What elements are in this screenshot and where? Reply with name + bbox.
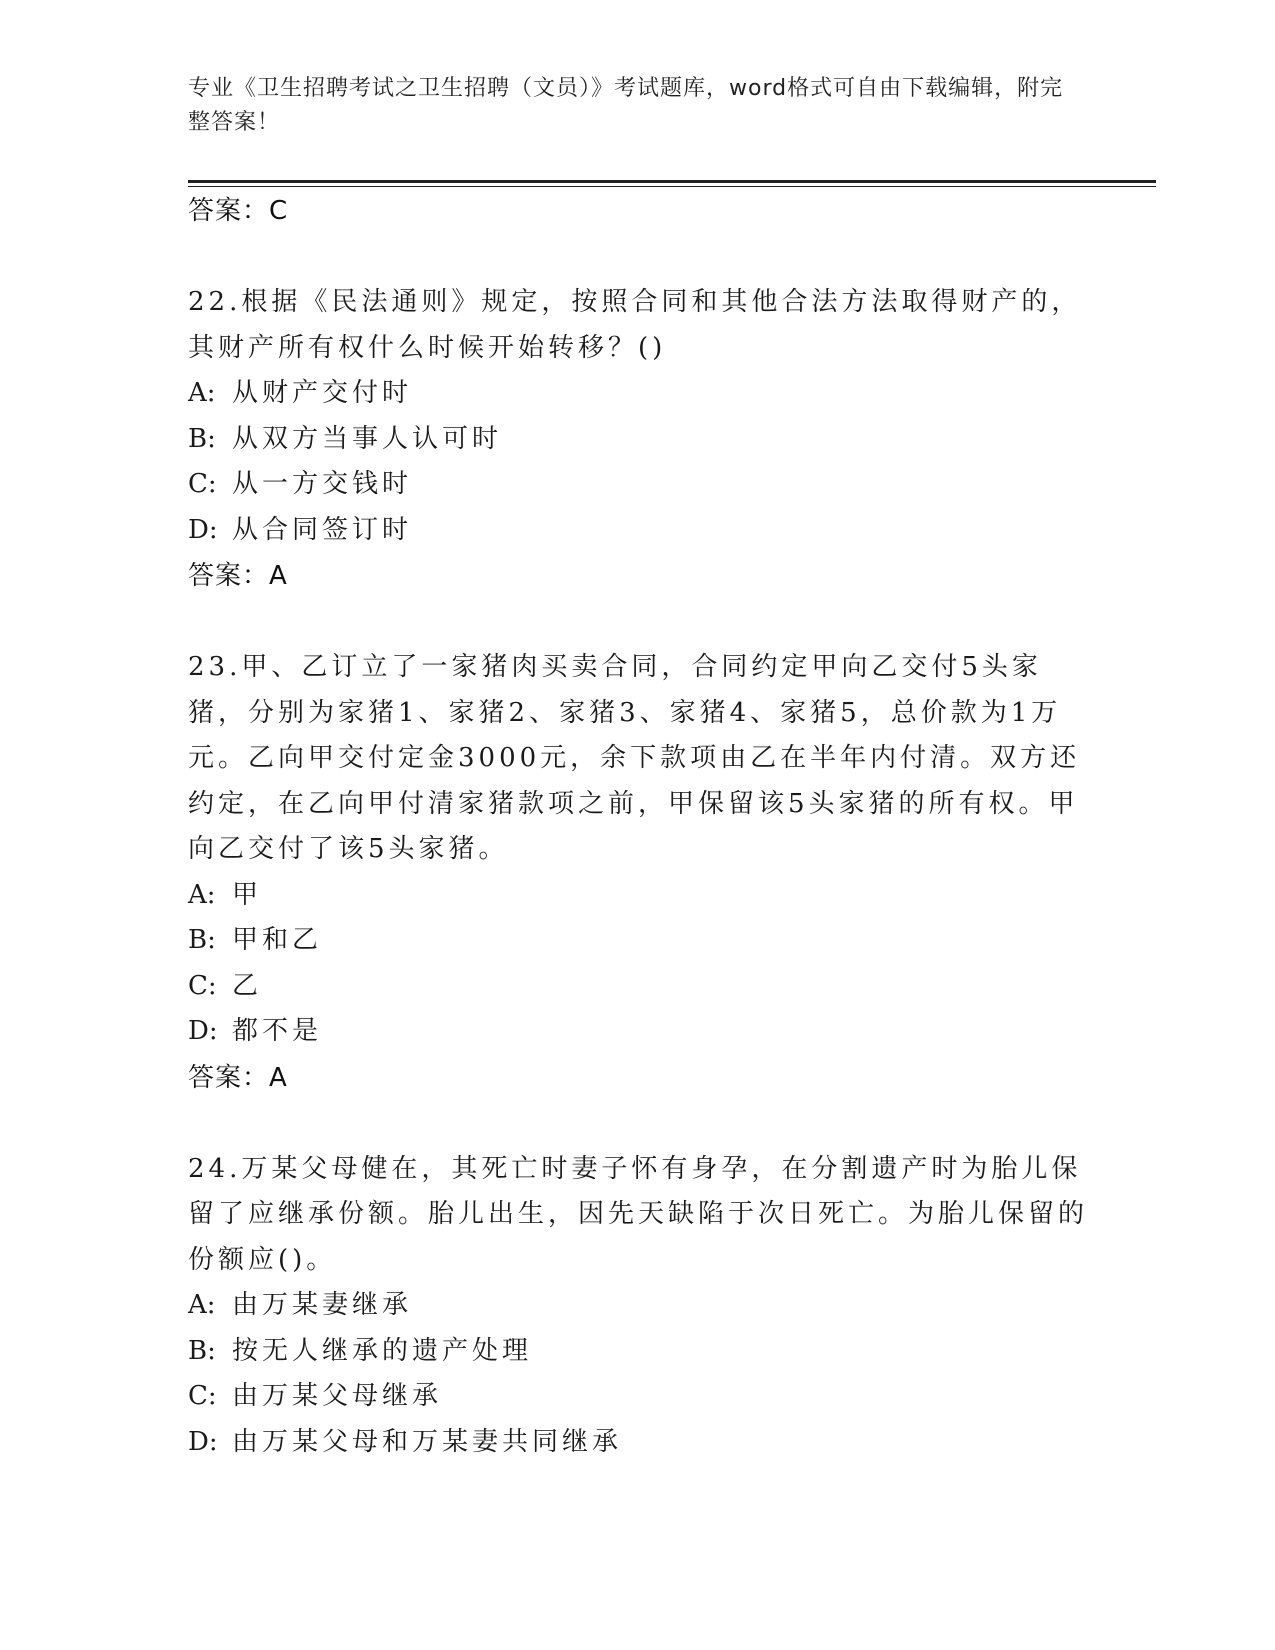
option-text: 都不是 bbox=[232, 1016, 323, 1046]
option-text: 从财产交付时 bbox=[232, 378, 413, 408]
question-stem: 24.万某父母健在，其死亡时妻子怀有身孕，在分割遗产时为胎儿保留了应继承份额。胎儿出生，因先天缺陷于次日死亡。为胎儿保留的份额应()。 bbox=[188, 1153, 1089, 1275]
option-b bbox=[188, 1329, 1088, 1375]
option-text: 甲 bbox=[232, 879, 263, 910]
option-b bbox=[188, 918, 1088, 964]
question-answer: 答案：A bbox=[188, 1062, 288, 1093]
document-header: 专业《卫生招聘考试之卫生招聘（文员）》考试题库，word格式可自由下载编辑，附完整答案！ bbox=[188, 76, 1064, 135]
option-c bbox=[188, 1374, 1088, 1420]
option-text: 甲和乙 bbox=[232, 925, 323, 955]
header-rule-thin bbox=[188, 186, 1156, 187]
option-a bbox=[188, 371, 1088, 417]
option-c bbox=[188, 964, 1088, 1010]
option-key: D: bbox=[188, 1426, 218, 1457]
option-key: D: bbox=[188, 1016, 218, 1046]
option-b bbox=[188, 417, 1088, 463]
option-d bbox=[188, 1420, 1088, 1466]
option-key: A: bbox=[188, 1290, 216, 1320]
option-text: 从合同签订时 bbox=[232, 514, 413, 545]
question-answer: 答案：A bbox=[188, 561, 288, 591]
option-text: 由万某父母继承 bbox=[232, 1381, 443, 1411]
option-d bbox=[188, 1009, 1088, 1055]
document-body bbox=[188, 188, 1088, 1465]
question-stem: 23.甲、乙订立了一家猪肉买卖合同，合同约定甲向乙交付5头家猪，分别为家猪1、家猪2、家猪3、家猪4、家猪5，总价款为1万元。乙向甲交付定金3000元，余下款项由乙在半年内付清。双方还约定，在乙向甲付清家猪款项之前，甲保留该5头家猪的所有权。甲向乙交付了该5头家猪。 bbox=[188, 652, 1081, 864]
question-stem: 22.根据《民法通则》规定，按照合同和其他合法方法取得财产的，其财产所有权什么时候开始转移？() bbox=[188, 287, 1082, 363]
option-text: 由万某父母和万某妻共同继承 bbox=[232, 1426, 623, 1457]
option-text: 乙 bbox=[232, 970, 263, 1001]
question-23 bbox=[188, 645, 1088, 1101]
option-key: A: bbox=[188, 879, 216, 910]
header-rule-thick bbox=[188, 180, 1156, 183]
option-a bbox=[188, 873, 1088, 919]
option-key: C: bbox=[188, 469, 217, 499]
previous-question-answer: 答案：C bbox=[188, 196, 289, 226]
option-text: 按无人继承的遗产处理 bbox=[232, 1335, 533, 1366]
option-key: D: bbox=[188, 514, 218, 545]
option-c bbox=[188, 462, 1088, 508]
question-22 bbox=[188, 280, 1088, 599]
option-text: 从双方当事人认可时 bbox=[232, 423, 503, 454]
option-a bbox=[188, 1283, 1088, 1329]
option-text: 从一方交钱时 bbox=[232, 469, 413, 499]
option-key: B: bbox=[188, 423, 216, 454]
option-key: B: bbox=[188, 1335, 216, 1366]
option-key: C: bbox=[188, 1381, 217, 1411]
option-key: C: bbox=[188, 970, 217, 1001]
option-key: B: bbox=[188, 925, 216, 955]
option-text: 由万某妻继承 bbox=[232, 1290, 413, 1320]
question-24 bbox=[188, 1147, 1088, 1466]
option-key: A: bbox=[188, 378, 216, 408]
option-d bbox=[188, 508, 1088, 554]
